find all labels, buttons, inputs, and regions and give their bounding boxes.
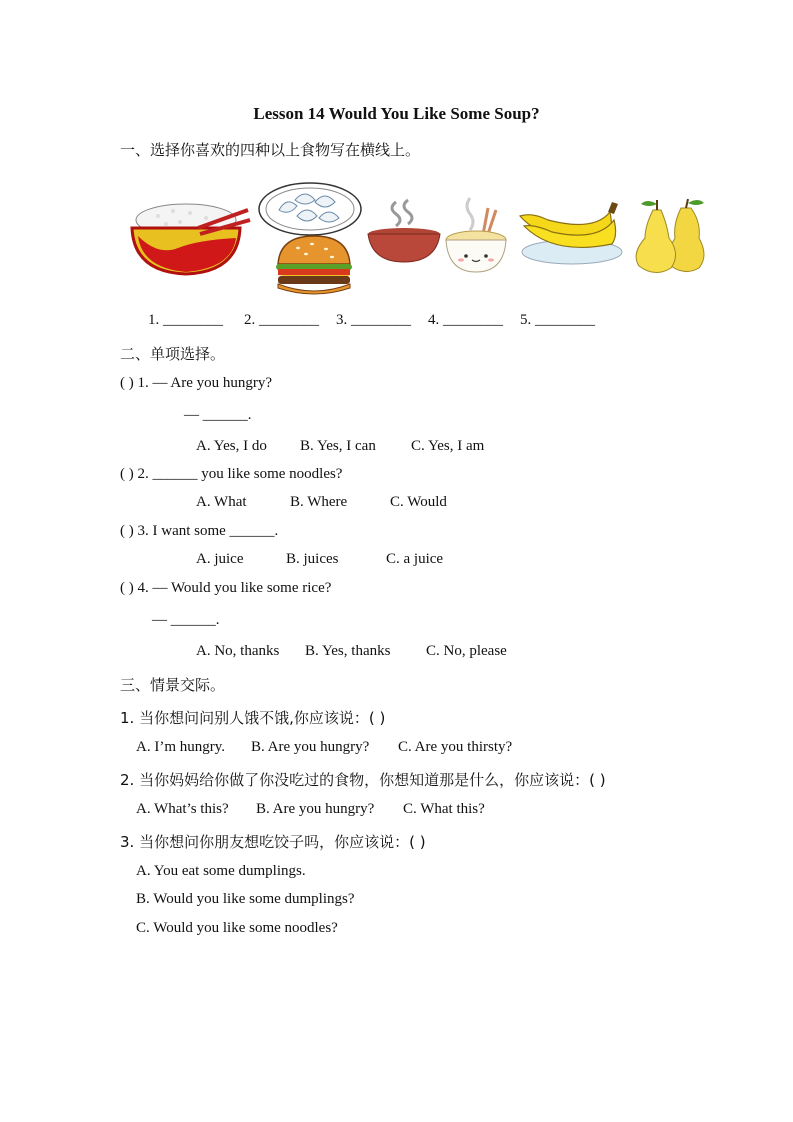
page-title: Lesson 14 Would You Like Some Soup? — [253, 104, 540, 123]
option-2-2-b[interactable]: B. Where — [290, 494, 348, 510]
question-2-4: ( ) 4. — Would you like some rice? — [120, 580, 332, 596]
question-2-1-answer-line: — ______. — [184, 407, 252, 423]
option-2-3-a[interactable]: A. juice — [196, 551, 244, 567]
option-2-2-c[interactable]: C. Would — [390, 494, 447, 510]
blank-5[interactable]: 5. ________ — [520, 312, 595, 328]
option-2-3-b[interactable]: B. juices — [286, 551, 339, 567]
question-3-3: 3. 当你想问你朋友想吃饺子吗，你应该说：( ) — [120, 833, 426, 851]
section3-heading: 三、情景交际。 — [120, 676, 226, 694]
blank-1[interactable]: 1. ________ — [148, 312, 223, 328]
dumplings-icon — [257, 180, 363, 238]
option-3-2-a[interactable]: A. What’s this? — [136, 801, 229, 817]
blank-3[interactable]: 3. ________ — [336, 312, 411, 328]
blank-4[interactable]: 4. ________ — [428, 312, 503, 328]
question-2-3: ( ) 3. I want some ______. — [120, 523, 279, 539]
option-3-2-c[interactable]: C. What this? — [403, 801, 485, 817]
option-3-3-b[interactable]: B. Would you like some dumplings? — [136, 891, 355, 907]
section2-heading: 二、单项选择。 — [120, 345, 226, 363]
pears-icon — [631, 198, 709, 274]
option-2-2-a[interactable]: A. What — [196, 494, 247, 510]
blank-2[interactable]: 2. ________ — [244, 312, 319, 328]
hamburger-icon — [272, 232, 356, 300]
option-3-2-b[interactable]: B. Are you hungry? — [256, 801, 375, 817]
question-3-1: 1. 当你想问问别人饿不饿,你应该说：( ) — [120, 709, 386, 727]
rice-bowl-icon — [128, 196, 252, 276]
soup-icon — [366, 196, 442, 264]
option-2-3-c[interactable]: C. a juice — [386, 551, 444, 567]
question-3-2: 2. 当你妈妈给你做了你没吃过的食物，你想知道那是什么，你应该说：( ) — [120, 771, 606, 789]
question-2-4-answer-line: — ______. — [152, 612, 220, 628]
section1-heading: 一、选择你喜欢的四种以上食物写在横线上。 — [120, 141, 421, 159]
option-3-1-b[interactable]: B. Are you hungry? — [251, 739, 370, 755]
option-2-1-b[interactable]: B. Yes, I can — [300, 438, 376, 454]
option-3-3-c[interactable]: C. Would you like some noodles? — [136, 920, 338, 936]
noodles-icon — [444, 194, 508, 274]
option-3-1-c[interactable]: C. Are you thirsty? — [398, 739, 513, 755]
option-2-4-a[interactable]: A. No, thanks — [196, 643, 280, 659]
option-2-1-a[interactable]: A. Yes, I do — [196, 438, 267, 454]
option-3-3-a[interactable]: A. You eat some dumplings. — [136, 863, 306, 879]
bananas-icon — [514, 198, 626, 268]
question-2-2: ( ) 2. ______ you like some noodles? — [120, 466, 343, 482]
option-3-1-a[interactable]: A. I’m hungry. — [136, 739, 226, 755]
option-2-4-c[interactable]: C. No, please — [426, 643, 507, 659]
question-2-1: ( ) 1. — Are you hungry? — [120, 375, 273, 391]
option-2-4-b[interactable]: B. Yes, thanks — [305, 643, 391, 659]
option-2-1-c[interactable]: C. Yes, I am — [411, 438, 485, 454]
